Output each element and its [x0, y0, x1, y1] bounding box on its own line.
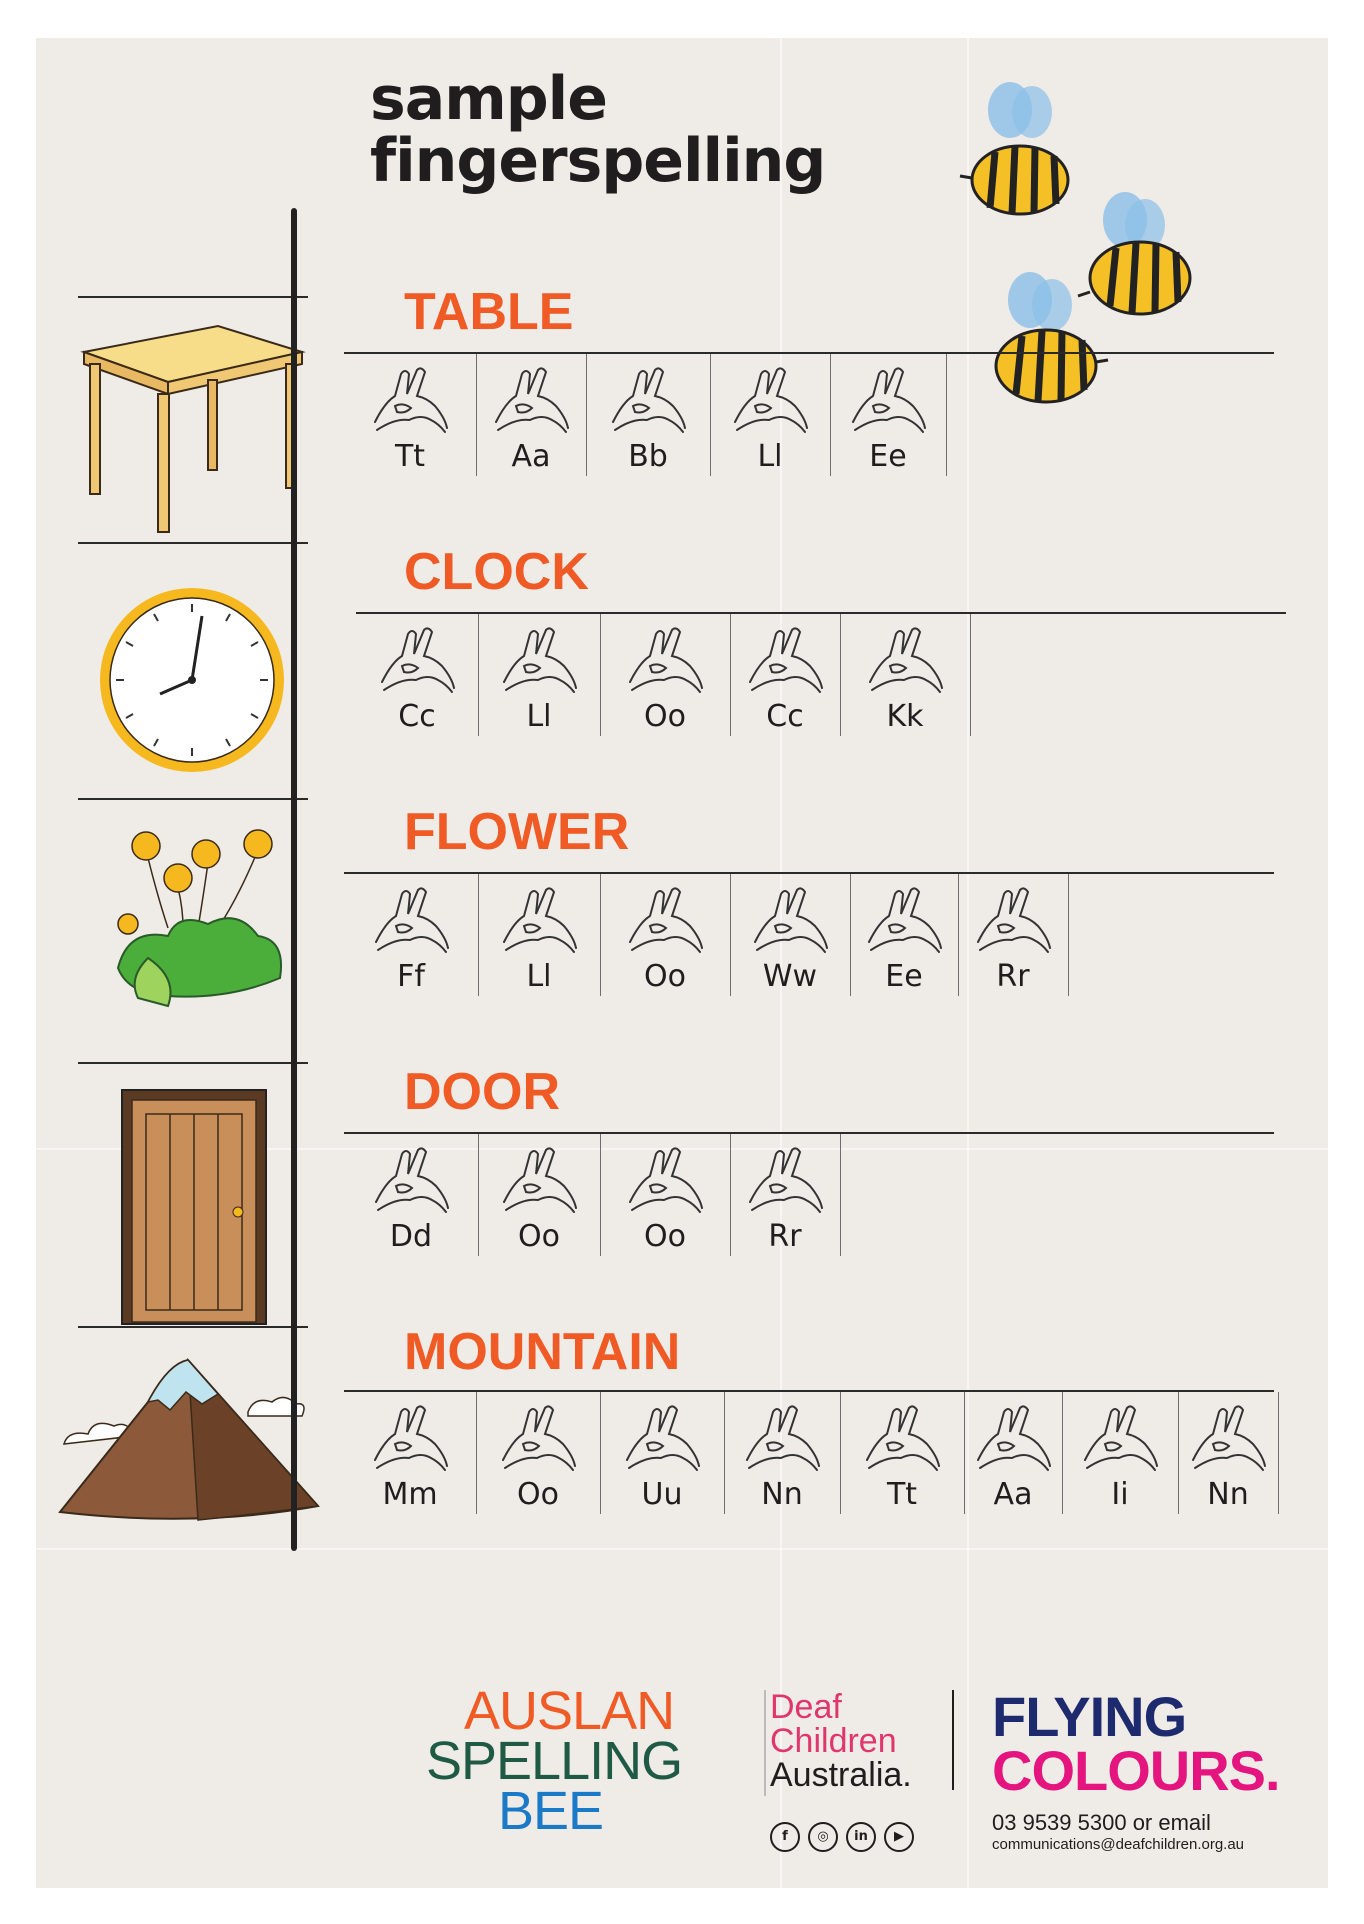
title-line-1: sample — [370, 64, 607, 134]
letter-cell — [710, 354, 831, 476]
auslan-spelling-bee-logo — [426, 1681, 683, 1841]
letter-cell — [344, 1134, 479, 1256]
fold-line — [36, 1548, 1328, 1550]
letter-label: Oo — [644, 699, 686, 734]
letter-label: Aa — [511, 439, 551, 474]
flying-colours-logo — [992, 1685, 1280, 1802]
logo-divider — [764, 1690, 766, 1796]
bee-icon — [1078, 192, 1190, 314]
hand-sign-icon — [365, 1400, 455, 1482]
hand-sign-icon — [1075, 1400, 1165, 1482]
letter-label: Ll — [757, 439, 783, 474]
logo-divider — [952, 1690, 954, 1790]
letter-cell — [730, 614, 841, 736]
mountain-icon — [58, 1352, 326, 1522]
letter-cell — [730, 1134, 841, 1256]
hand-sign-icon — [366, 1142, 456, 1224]
hand-sign-icon — [365, 362, 455, 444]
letter-cell — [478, 614, 601, 736]
letter-label: Oo — [644, 1219, 686, 1254]
word-mountain: MOUNTAIN — [404, 1323, 681, 1381]
letter-cell — [478, 1134, 601, 1256]
letter-cell — [600, 1134, 731, 1256]
hand-sign-icon — [740, 622, 830, 704]
picture-divider — [78, 296, 308, 298]
hand-sign-icon — [494, 1142, 584, 1224]
letter-label: Ee — [869, 439, 907, 474]
letter-label: Bb — [628, 439, 668, 474]
logo-line-auslan: AUSLAN — [464, 1681, 675, 1741]
letter-label: Ww — [762, 959, 818, 994]
hand-sign-icon — [620, 622, 710, 704]
table-icon — [78, 320, 308, 540]
letter-cell — [476, 354, 587, 476]
letter-cell — [840, 1392, 965, 1514]
word-table: TABLE — [404, 283, 574, 341]
linkedin-icon[interactable]: in — [846, 1822, 876, 1852]
hand-sign-icon — [843, 362, 933, 444]
letter-label: Ff — [397, 959, 425, 994]
hand-sign-icon — [620, 882, 710, 964]
door-icon — [120, 1088, 270, 1328]
letter-label: Cc — [766, 699, 804, 734]
letter-label: Ii — [1111, 1477, 1129, 1512]
hand-sign-icon — [617, 1400, 707, 1482]
letter-cell — [476, 1392, 601, 1514]
contact-phone: 03 9539 5300 or email — [992, 1810, 1211, 1835]
letter-cell — [1062, 1392, 1179, 1514]
hand-sign-icon — [493, 1400, 583, 1482]
hand-sign-icon — [494, 622, 584, 704]
letter-cell — [344, 874, 479, 996]
page-title — [370, 64, 826, 196]
hand-sign-icon — [857, 1400, 947, 1482]
letter-cell — [356, 614, 479, 736]
letter-label: Oo — [644, 959, 686, 994]
hand-sign-icon — [968, 882, 1058, 964]
letter-label: Cc — [398, 699, 436, 734]
dca-line-deaf: Deaf — [770, 1688, 842, 1726]
hand-sign-icon — [494, 882, 584, 964]
hand-sign-icon — [366, 882, 456, 964]
hand-sign-icon — [620, 1142, 710, 1224]
logo-line-bee: BEE — [498, 1781, 604, 1841]
contact-email[interactable]: communications@deafchildren.org.au — [992, 1836, 1245, 1853]
word-clock: CLOCK — [404, 543, 589, 601]
bee-icon — [960, 82, 1068, 214]
hand-sign-icon — [740, 1142, 830, 1224]
letter-label: Tt — [886, 1477, 918, 1512]
word-door: DOOR — [404, 1063, 560, 1121]
dca-line-australia: Australia. — [770, 1756, 912, 1794]
letter-label: Nn — [761, 1477, 803, 1512]
letter-cell — [586, 354, 711, 476]
hand-sign-icon — [1183, 1400, 1273, 1482]
letter-label: Oo — [517, 1477, 559, 1512]
logo-line-spelling: SPELLING — [426, 1731, 683, 1791]
picture-divider — [78, 542, 308, 544]
dca-line-children: Children — [770, 1722, 897, 1760]
hand-sign-icon — [737, 1400, 827, 1482]
letter-label: Rr — [768, 1219, 802, 1254]
hand-sign-icon — [603, 362, 693, 444]
letter-cell — [344, 1392, 477, 1514]
hand-sign-icon — [725, 362, 815, 444]
letter-label: Ll — [526, 959, 552, 994]
hand-sign-icon — [968, 1400, 1058, 1482]
vertical-divider — [291, 208, 297, 1551]
letter-label: Ll — [526, 699, 552, 734]
letter-label: Rr — [996, 959, 1030, 994]
flying-line-1: FLYING — [992, 1685, 1187, 1748]
clock-icon — [92, 580, 292, 780]
deaf-children-australia-logo — [770, 1690, 912, 1792]
letter-cell — [600, 614, 731, 736]
bee-icon — [996, 272, 1108, 402]
word-flower: FLOWER — [404, 803, 630, 861]
flower-icon — [108, 828, 288, 1008]
flying-line-2: COLOURS. — [992, 1739, 1280, 1802]
instagram-icon[interactable]: ◎ — [808, 1822, 838, 1852]
letter-cell — [724, 1392, 841, 1514]
letter-cell — [830, 354, 947, 476]
letter-label: Oo — [518, 1219, 560, 1254]
hand-sign-icon — [860, 622, 950, 704]
letter-cell — [600, 874, 731, 996]
hand-sign-icon — [859, 882, 949, 964]
contact-block — [992, 1810, 1244, 1853]
letter-label: Kk — [886, 699, 924, 734]
letter-cell — [730, 874, 851, 996]
letter-label: Mm — [382, 1477, 438, 1512]
picture-divider — [78, 798, 308, 800]
letter-label: Ee — [885, 959, 923, 994]
letter-cell — [840, 614, 971, 736]
youtube-icon[interactable]: ▶ — [884, 1822, 914, 1852]
hand-sign-icon — [745, 882, 835, 964]
bees-illustration — [940, 80, 1240, 420]
letter-cell — [850, 874, 959, 996]
letter-cell — [964, 1392, 1063, 1514]
facebook-icon[interactable]: f — [770, 1822, 800, 1852]
letter-label: Dd — [389, 1219, 433, 1254]
hand-sign-icon — [486, 362, 576, 444]
letter-cell — [958, 874, 1069, 996]
letter-label: Aa — [993, 1477, 1033, 1512]
letter-cell — [344, 354, 477, 476]
letter-label: Tt — [394, 439, 426, 474]
letter-label: Nn — [1207, 1477, 1249, 1512]
letter-cell — [478, 874, 601, 996]
letter-cell — [600, 1392, 725, 1514]
letter-label: Uu — [641, 1477, 683, 1512]
letter-cell — [1178, 1392, 1279, 1514]
hand-sign-icon — [372, 622, 462, 704]
picture-divider — [78, 1062, 308, 1064]
title-line-2: fingerspelling — [370, 126, 826, 196]
